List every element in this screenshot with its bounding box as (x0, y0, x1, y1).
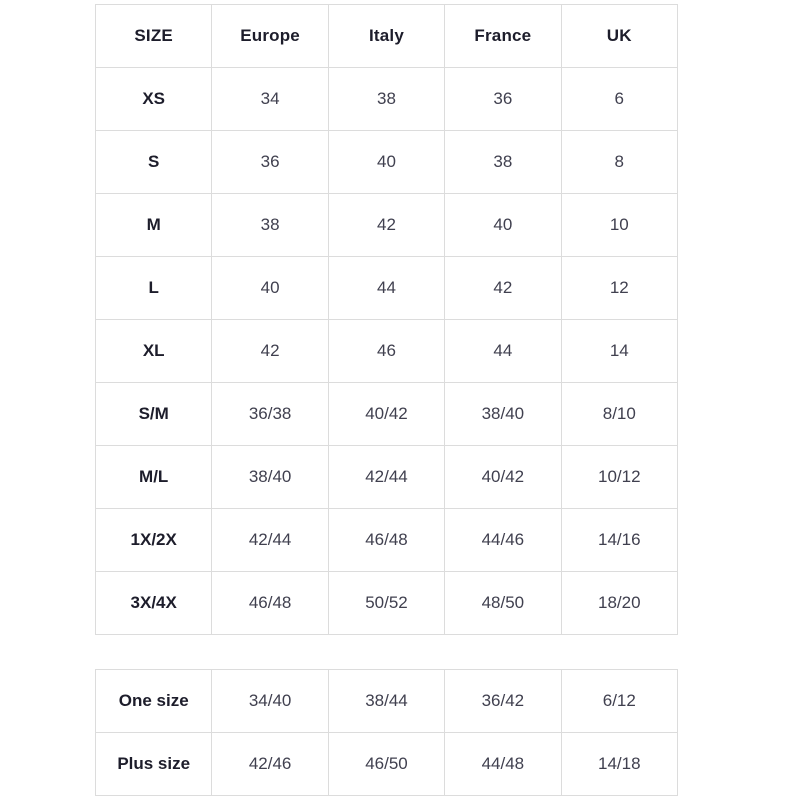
header-cell-italy: Italy (328, 5, 444, 68)
value-cell: 44/46 (445, 509, 561, 572)
value-cell: 50/52 (328, 572, 444, 635)
value-cell: 6 (561, 68, 677, 131)
value-cell: 38/40 (212, 446, 328, 509)
row-label-s: S (96, 131, 212, 194)
value-cell: 46/48 (212, 572, 328, 635)
value-cell: 42/46 (212, 733, 328, 796)
header-row (96, 5, 678, 68)
table-row-l (96, 257, 678, 320)
table-row-xl (96, 320, 678, 383)
value-cell: 44 (445, 320, 561, 383)
value-cell: 42 (212, 320, 328, 383)
value-cell: 18/20 (561, 572, 677, 635)
value-cell: 44/48 (445, 733, 561, 796)
value-cell: 34/40 (212, 670, 328, 733)
row-label-m: M (96, 194, 212, 257)
value-cell: 40 (445, 194, 561, 257)
value-cell: 42 (328, 194, 444, 257)
value-cell: 14 (561, 320, 677, 383)
row-label-s-m: S/M (96, 383, 212, 446)
row-label-1x-2x: 1X/2X (96, 509, 212, 572)
size-table-body (96, 68, 678, 635)
value-cell: 6/12 (561, 670, 677, 733)
value-cell: 36 (212, 131, 328, 194)
value-cell: 38 (445, 131, 561, 194)
value-cell: 14/18 (561, 733, 677, 796)
value-cell: 46/48 (328, 509, 444, 572)
value-cell: 42/44 (328, 446, 444, 509)
value-cell: 10 (561, 194, 677, 257)
value-cell: 40 (212, 257, 328, 320)
value-cell: 14/16 (561, 509, 677, 572)
value-cell: 40 (328, 131, 444, 194)
value-cell: 36/42 (445, 670, 561, 733)
header-cell-europe: Europe (212, 5, 328, 68)
row-label-xs: XS (96, 68, 212, 131)
special-sizes-table (95, 669, 678, 796)
value-cell: 8/10 (561, 383, 677, 446)
size-table-header (96, 5, 678, 68)
row-label-plus-size: Plus size (96, 733, 212, 796)
value-cell: 36/38 (212, 383, 328, 446)
value-cell: 40/42 (445, 446, 561, 509)
row-label-3x-4x: 3X/4X (96, 572, 212, 635)
table-row-3x-4x (96, 572, 678, 635)
value-cell: 10/12 (561, 446, 677, 509)
table-row-s (96, 131, 678, 194)
value-cell: 46 (328, 320, 444, 383)
value-cell: 38 (328, 68, 444, 131)
size-conversion-table (95, 4, 678, 635)
value-cell: 38/44 (328, 670, 444, 733)
table-row-m-l (96, 446, 678, 509)
value-cell: 38 (212, 194, 328, 257)
header-cell-uk: UK (561, 5, 677, 68)
value-cell: 46/50 (328, 733, 444, 796)
table-row-plus-size (96, 733, 678, 796)
value-cell: 38/40 (445, 383, 561, 446)
value-cell: 44 (328, 257, 444, 320)
table-row-m (96, 194, 678, 257)
value-cell: 42/44 (212, 509, 328, 572)
row-label-m-l: M/L (96, 446, 212, 509)
row-label-l: L (96, 257, 212, 320)
value-cell: 12 (561, 257, 677, 320)
value-cell: 40/42 (328, 383, 444, 446)
row-label-xl: XL (96, 320, 212, 383)
value-cell: 48/50 (445, 572, 561, 635)
header-cell-size: SIZE (96, 5, 212, 68)
value-cell: 8 (561, 131, 677, 194)
row-label-one-size: One size (96, 670, 212, 733)
table-row-1x-2x (96, 509, 678, 572)
value-cell: 34 (212, 68, 328, 131)
table-row-one-size (96, 670, 678, 733)
table-row-s-m (96, 383, 678, 446)
size-chart-section (95, 4, 678, 796)
table-row-xs (96, 68, 678, 131)
special-sizes-body (96, 670, 678, 796)
header-cell-france: France (445, 5, 561, 68)
value-cell: 36 (445, 68, 561, 131)
value-cell: 42 (445, 257, 561, 320)
